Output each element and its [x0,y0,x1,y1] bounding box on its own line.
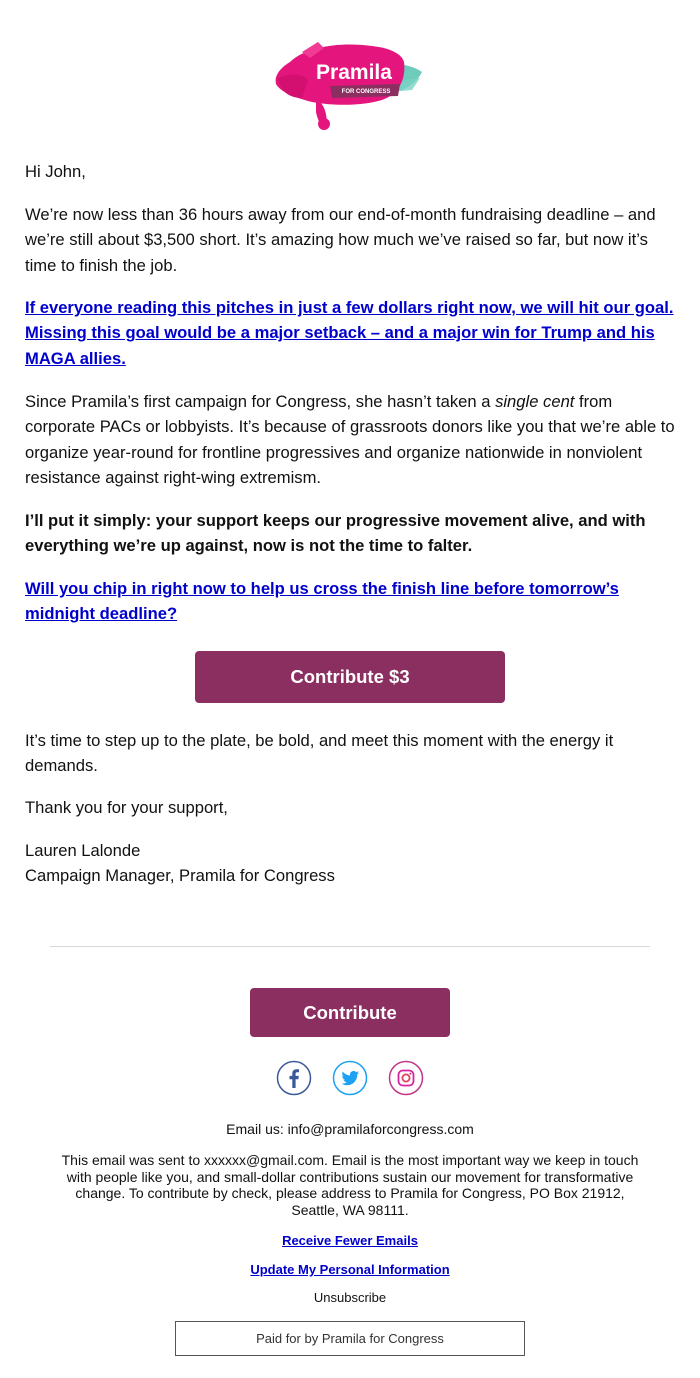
no-pac-text-start: Since Pramila’s first campaign for Congress, she hasn’t taken a [25,392,496,411]
paragraph-goal [25,295,680,371]
pramila-logo[interactable] [272,32,428,132]
footer-contribute-button[interactable]: Contribute [250,988,450,1037]
update-personal-info-link[interactable]: Update My Personal Information [250,1262,450,1277]
greeting: Hi John, [25,162,86,181]
footer-disclaimer: This email was sent to xxxxxx@gmail.com. Email is the most important way we keep in touch with people like you, and small-dollar contributions sustain our movement for transformative change. To contribute by check, please address to Pramila for Congress, PO Box 21912, Seattle, WA 98111. [61,1152,639,1218]
fewer-emails-row [50,1232,650,1250]
no-pac-text-end: from corporate PACs or lobbyists. It’s because of grassroots donors like you that we’re able to organize year-round for frontline progressives and organize nationwide in nonviolent resistance against right-wing extremism. [25,392,675,487]
paragraph-deadline: We’re now less than 36 hours away from our end-of-month fundraising deadline – and we’re still about $3,500 short. It’s amazing how much we’ve raised so far, but now it’s time to finish the job. [25,205,656,275]
signature-name: Lauren Lalonde [25,841,141,860]
email-us-line: Email us: info@pramilaforcongress.com [226,1121,474,1137]
unsubscribe-link[interactable]: Unsubscribe [313,1290,387,1305]
single-cent-emphasis: single cent [495,392,575,411]
twitter-icon[interactable] [332,1060,368,1096]
update-info-row [50,1261,650,1279]
thanks-line: Thank you for your support, [25,798,228,817]
logo-wordmark: Pramila [316,61,392,84]
footer-divider [50,946,650,947]
paragraph-chip-in [25,576,680,627]
goal-donate-link[interactable]: If everyone reading this pitches in just a few dollars right now, we will hit our goal. Missing this goal would be a major setback – and a major win for Trump and his MAGA allies. [25,298,674,368]
logo-brush-graphic [272,32,428,132]
paragraph-step-up: It’s time to step up to the plate, be bold, and meet this moment with the energy it demands. [25,731,614,776]
paragraph-support: I’ll put it simply: your support keeps our progressive movement alive, and with everything we’re up against, now is not the time to falter. [25,511,646,556]
instagram-icon[interactable] [388,1060,424,1096]
contribute-3-button[interactable]: Contribute $3 [195,651,505,703]
paid-for-disclaimer: Paid for by Pramila for Congress [175,1321,525,1356]
paragraph-no-pac [25,389,680,490]
facebook-icon[interactable] [276,1060,312,1096]
receive-fewer-emails-link[interactable]: Receive Fewer Emails [282,1233,418,1248]
chip-in-link[interactable]: Will you chip in right now to help us cross the finish line before tomorrow’s midnight deadline? [25,579,619,624]
logo-subtitle: FOR CONGRESS [341,89,391,95]
signature-title: Campaign Manager, Pramila for Congress [25,866,335,885]
